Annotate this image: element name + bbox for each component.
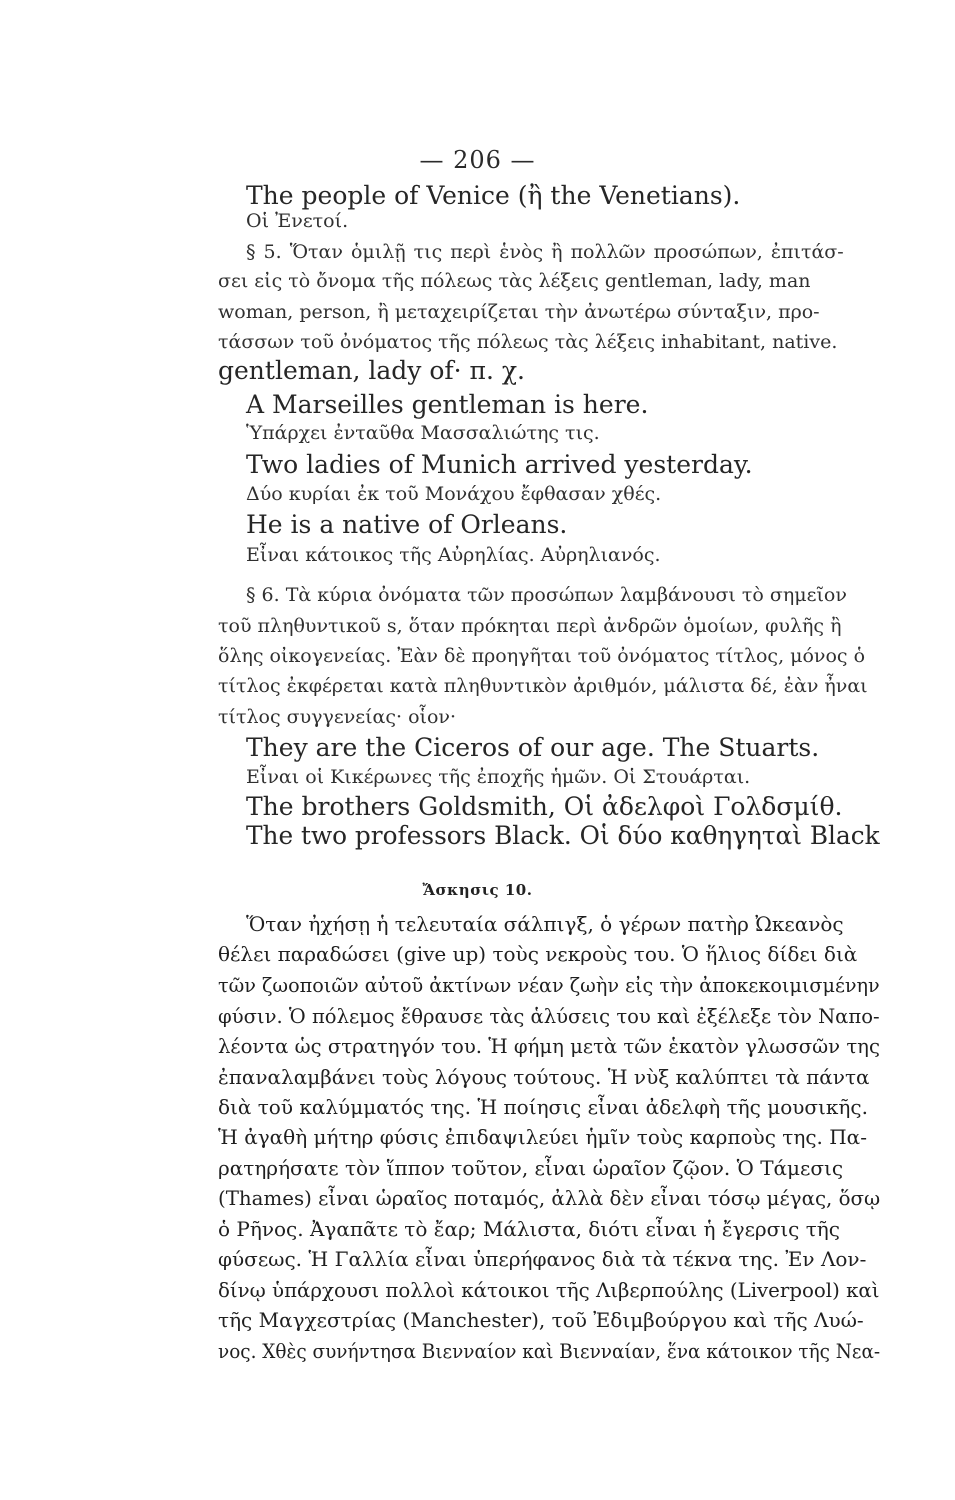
text-line: They are the Ciceros of our age. The Stuarts. [246, 733, 820, 762]
text-line: ρατηρήσατε τὸν ἵππον τοῦτον, εἶναι ὡραῖον ζῷον. Ὁ Τάμεσις [218, 1156, 844, 1180]
text-line: Οἱ Ἐνετοί. [246, 210, 349, 232]
text-line: The people of Venice (ἢ the Venetians). [246, 181, 741, 210]
text-line: The two professors Black. Οἱ δύο καθηγηταὶ Black [246, 821, 880, 850]
text-line: § 6. Τὰ κύρια ὀνόματα τῶν προσώπων λαμβάνουσι τὸ σημεῖον [246, 584, 847, 606]
page-number: — 206 — [419, 146, 536, 174]
text-line: The brothers Goldsmith, Οἱ ἀδελφοὶ Γολδσμίθ. [246, 792, 843, 821]
exercise-heading: Ἄσκησις 10. [422, 881, 533, 899]
text-line: (Thames) εἶναι ὡραῖος ποταμός, ἀλλὰ δὲν εἶναι τόσῳ μέγας, ὅσῳ [218, 1186, 881, 1210]
text-line: διὰ τοῦ καλύμματός της. Ἡ ποίησις εἶναι ἀδελφὴ τῆς μουσικῆς. [218, 1095, 868, 1119]
text-line: He is a native of Orleans. [246, 510, 568, 539]
text-line: Ὑπάρχει ἐνταῦθα Μασσαλιώτης τις. [246, 422, 600, 444]
text-line: τίτλος ἐκφέρεται κατὰ πληθυντικὸν ἀριθμόν, μάλιστα δέ, ἐὰν ἦναι [218, 675, 868, 697]
text-line: woman, person, ἢ μεταχειρίζεται τὴν ἀνωτέρω σύνταξιν, προ- [218, 301, 820, 323]
text-line: φύσεως. Ἡ Γαλλία εἶναι ὑπερήφανος διὰ τὰ τέκνα της. Ἐν Λον- [218, 1247, 867, 1271]
text-line: Εἶναι οἱ Κικέρωνες τῆς ἐποχῆς ἡμῶν. Οἱ Στουάρται. [246, 766, 751, 788]
text-line: θέλει παραδώσει (give up) τοὺς νεκροὺς του. Ὁ ἥλιος δίδει διὰ [218, 942, 858, 966]
text-line: δίνῳ ὑπάρχουσι πολλοὶ κάτοικοι τῆς Λιβερπούλης (Liverpool) καὶ [218, 1278, 880, 1302]
text-line: σει εἰς τὸ ὄνομα τῆς πόλεως τὰς λέξεις gentleman, lady, man [218, 270, 811, 292]
text-line: Ἡ ἀγαθὴ μήτηρ φύσις ἐπιδαψιλεύει ἡμῖν τοὺς καρποὺς της. Πα- [218, 1125, 867, 1149]
text-line: Ὅταν ἠχήσῃ ἡ τελευταία σάλπιγξ, ὁ γέρων πατὴρ Ὠκεανὸς [246, 912, 844, 936]
text-line: τίτλος συγγενείας· οἷον· [218, 706, 457, 728]
text-line: ἐπαναλαμβάνει τοὺς λόγους τούτους. Ἡ νὺξ καλύπτει τὰ πάντα [218, 1065, 870, 1089]
text-line: Εἶναι κάτοικος τῆς Αὐρηλίας. Αὐρηλιανός. [246, 544, 661, 566]
text-line: τάσσων τοῦ ὀνόματος τῆς πόλεως τὰς λέξεις inhabitant, native. [218, 331, 838, 353]
text-line: A Marseilles gentleman is here. [246, 390, 649, 419]
text-line: Δύο κυρίαι ἐκ τοῦ Μονάχου ἔφθασαν χθές. [246, 483, 662, 505]
text-line: τῆς Μαγχεστρίας (Manchester), τοῦ Ἐδιμβούργου καὶ τῆς Λυώ- [218, 1308, 864, 1332]
text-line: νος. Χθὲς συνήντησα Βιενναίον καὶ Βιενναίαν, ἕνα κάτοικον τῆς Νεα- [218, 1339, 881, 1363]
text-line: ὁ Ρῆνος. Ἀγαπᾶτε τὸ ἔαρ; Μάλιστα, διότι εἶναι ἡ ἔγερσις τῆς [218, 1217, 840, 1241]
text-line: φύσιν. Ὁ πόλεμος ἔθραυσε τὰς ἁλύσεις του καὶ ἐξέλεξε τὸν Ναπο- [218, 1004, 880, 1028]
text-line: τῶν ζωοποιῶν αὐτοῦ ἀκτίνων νέαν ζωὴν εἰς τὴν ἀποκεκοιμισμένην [218, 973, 880, 997]
text-line: gentleman, lady of· π. χ. [218, 356, 525, 385]
text-line: τοῦ πληθυντικοῦ s, ὅταν πρόκηται περὶ ἀνδρῶν ὁμοίων, φυλῆς ἢ [218, 615, 842, 637]
text-line: λέοντα ὡς στρατηγόν του. Ἡ φήμη μετὰ τῶν ἑκατὸν γλωσσῶν της [218, 1034, 880, 1058]
text-line: § 5. Ὅταν ὁμιλῇ τις περὶ ἑνὸς ἢ πολλῶν προσώπων, ἐπιτάσ- [246, 241, 844, 263]
text-line: ὅλης οἰκογενείας. Ἐὰν δὲ προηγῆται τοῦ ὀνόματος τίτλος, μόνος ὁ [218, 645, 866, 667]
text-line: Two ladies of Munich arrived yesterday. [246, 450, 753, 479]
